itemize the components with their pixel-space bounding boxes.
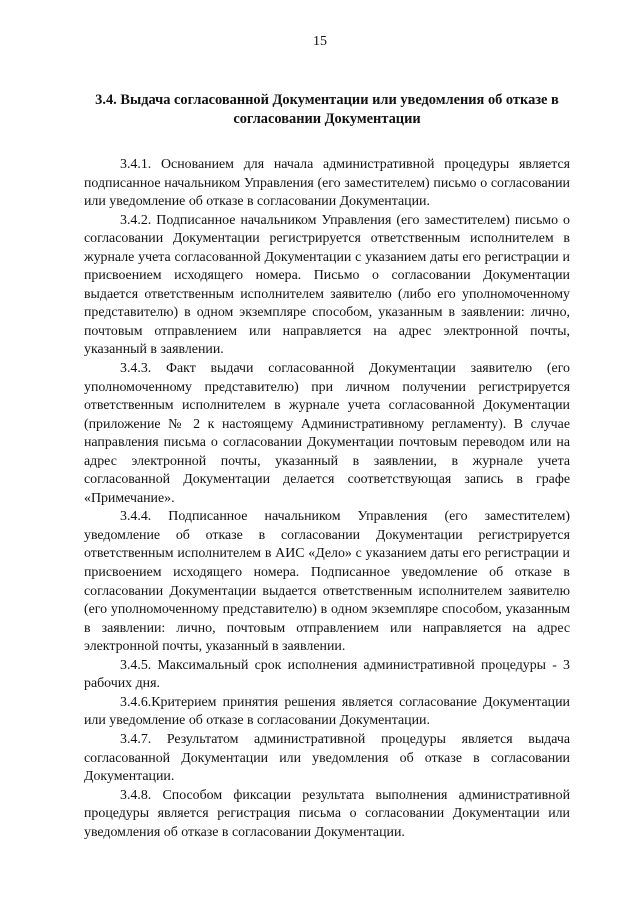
paragraph-3-4-1: 3.4.1. Основанием для начала административной процедуры является подписанное начальником Управления (его заместителем) письмо о согласовании или уведомление об отказе в согласовании Документации.	[84, 157, 570, 210]
paragraph-3-4-2: 3.4.2. Подписанное начальником Управления (его заместителем) письмо о согласовании Документации регистрируется ответственным исполнителем в журнале учета согласованной Документации с указанием даты его регистрации и присвоением исходящего номера. Письмо о согласовании Документации выдается ответственным исполнителем заявителю (либо его уполномоченному представителю) в одном экземпляре способом, указанным в заявлении: лично, почтовым отправлением или направляется на адрес электронной почты, указанный в заявлении.	[84, 212, 570, 358]
section-title: 3.4. Выдача согласованной Документации или уведомления об отказе в согласовании Документации	[95, 92, 559, 127]
document-body	[84, 91, 570, 842]
paragraph-3-4-6: 3.4.6.Критерием принятия решения является согласование Документации или уведомление об отказе в согласовании Документации.	[84, 694, 570, 729]
page-number: 15	[313, 34, 327, 49]
paragraph-3-4-8: 3.4.8. Способом фиксации результата выполнения административной процедуры является регистрация письма о согласовании Документации или уведомления об отказе в согласовании Документации.	[84, 787, 570, 840]
paragraph-3-4-3: 3.4.3. Факт выдачи согласованной Документации заявителю (его уполномоченному представителю) при личном получении регистрируется ответственным исполнителем в журнале учета согласованной Документации (приложение № 2 к настоящему Административному регламенту). В случае направления письма о согласовании Документации почтовым переводом или на адрес электронной почты, указанный в заявлении, в журнале учета согласованной Документации делается соответствующая запись в графе «Примечание».	[84, 361, 570, 506]
paragraph-3-4-4: 3.4.4. Подписанное начальником Управления (его заместителем) уведомление об отказе в согласовании Документации регистрируется ответственным исполнителем в АИС «Дело» с указанием даты его регистрации и присвоением исходящего номера. Подписанное уведомление об отказе в согласовании Документации выдается ответственным исполнителем заявителю (его уполномоченному представителю) в одном экземпляре способом, указанным в заявлении: лично, почтовым отправлением или направляется на адрес электронной почты, указанный в заявлении.	[84, 509, 570, 655]
paragraph-3-4-5: 3.4.5. Максимальный срок исполнения административной процедуры - 3 рабочих дня.	[84, 657, 570, 692]
paragraph-3-4-7: 3.4.7. Результатом административной процедуры является выдача согласованной Документации или уведомления об отказе в согласовании Документации.	[84, 731, 570, 785]
